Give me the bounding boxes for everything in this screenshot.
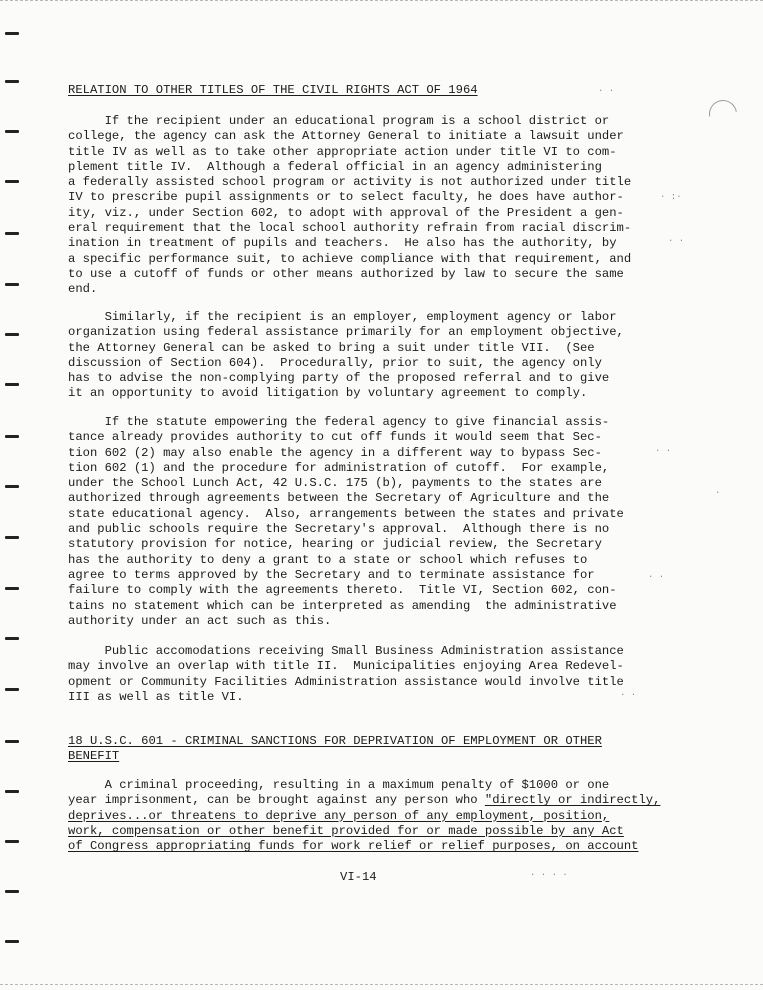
punch-mark bbox=[5, 637, 19, 640]
text-line: A criminal proceeding, resulting in a maximum penalty of $1000 or one bbox=[68, 778, 610, 792]
page-number: VI-14 bbox=[340, 870, 377, 884]
text-line: opment or Community Facilities Administration assistance would involve title bbox=[68, 674, 624, 689]
paragraph-criminal-proceeding bbox=[68, 778, 680, 854]
text-line: discussion of Section 604). Procedurally, prior to suit, the agency only bbox=[68, 355, 602, 370]
punch-mark bbox=[5, 740, 19, 743]
text-line: state educational agency. Also, arrangements between the states and private bbox=[68, 506, 624, 521]
text-line: the Attorney General can be asked to bring a suit under title VII. (See bbox=[68, 340, 595, 355]
text-line: under the School Lunch Act, 42 U.S.C. 175 (b), payments to the states are bbox=[68, 476, 602, 491]
text-line: III as well as title VI. bbox=[68, 689, 244, 704]
punch-mark bbox=[5, 587, 19, 590]
text-line: may involve an overlap with title II. Municipalities enjoying Area Redevel- bbox=[68, 659, 624, 674]
section-heading: RELATION TO OTHER TITLES OF THE CIVIL RIGHTS ACT OF 1964 bbox=[68, 83, 478, 97]
text-line: title IV as well as to take other appropriate action under title VI to com- bbox=[68, 144, 617, 159]
punch-mark bbox=[5, 283, 19, 286]
paragraph-education bbox=[68, 114, 680, 298]
text-line: college, the agency can ask the Attorney General to initiate a lawsuit under bbox=[68, 129, 624, 144]
punch-mark bbox=[5, 688, 19, 691]
text-run: year imprisonment, can be brought against any person who bbox=[68, 793, 485, 808]
scan-speck: · · bbox=[648, 572, 665, 582]
text-line: If the recipient under an educational program is a school district or bbox=[68, 114, 610, 128]
text-line: agree to terms approved by the Secretary and to terminate assistance for bbox=[68, 567, 595, 582]
quoted-statute-text: work, compensation or other benefit provided for or made possible by any Act bbox=[68, 823, 624, 838]
paragraph-employment bbox=[68, 310, 680, 402]
text-line: ity, viz., under Section 602, to adopt with approval of the President a gen- bbox=[68, 205, 624, 220]
text-line: If the statute empowering the federal agency to give financial assis- bbox=[68, 415, 610, 429]
scan-speck: · · bbox=[668, 236, 685, 246]
paragraph-statute bbox=[68, 415, 680, 629]
text-line: end. bbox=[68, 282, 98, 297]
text-line: plement title IV. Although a federal official in an agency administering bbox=[68, 159, 602, 174]
text-line: it an opportunity to avoid litigation by voluntary agreement to comply. bbox=[68, 386, 588, 401]
scan-speck: · · bbox=[598, 86, 615, 96]
text-line: tains no statement which can be interpreted as amending the administrative bbox=[68, 598, 617, 613]
section-heading-criminal: 18 U.S.C. 601 - CRIMINAL SANCTIONS FOR DEPRIVATION OF EMPLOYMENT OR OTHER bbox=[68, 734, 602, 748]
text-line: and public schools require the Secretary's approval. Although there is no bbox=[68, 522, 610, 537]
punch-mark bbox=[5, 333, 19, 336]
punch-mark bbox=[5, 790, 19, 793]
text-line: tion 602 (2) may also enable the agency in a different way to bypass Sec- bbox=[68, 445, 602, 460]
quoted-statute-text: "directly or indirectly, bbox=[484, 793, 661, 808]
text-line: failure to comply with the agreements thereto. Title VI, Section 602, con- bbox=[68, 583, 617, 598]
text-line bbox=[68, 793, 680, 808]
scan-speck: · · bbox=[655, 446, 672, 456]
text-line: statutory provision for notice, hearing or judicial review, the Secretary bbox=[68, 537, 602, 552]
scan-speck: · :· bbox=[660, 192, 682, 202]
punch-mark bbox=[5, 840, 19, 843]
text-line: a specific performance suit, to achieve compliance with that requirement, and bbox=[68, 251, 632, 266]
text-line: tance already provides authority to cut off funds it would seem that Sec- bbox=[68, 430, 602, 445]
punch-mark bbox=[5, 890, 19, 893]
quoted-statute-text: of Congress appropriating funds for work relief or relief purposes, on account bbox=[68, 839, 639, 854]
text-line: ination in treatment of pupils and teachers. He also has the authority, by bbox=[68, 236, 617, 251]
punch-mark bbox=[5, 536, 19, 539]
punch-mark bbox=[5, 940, 19, 943]
punch-mark bbox=[5, 485, 19, 488]
scan-speck: · · · · bbox=[530, 870, 568, 880]
scan-speck: · · bbox=[620, 690, 637, 700]
section-heading-criminal-cont: BENEFIT bbox=[68, 749, 120, 763]
punch-mark bbox=[5, 180, 19, 183]
text-line: has to advise the non-complying party of the proposed referral and to give bbox=[68, 371, 610, 386]
text-line: Public accomodations receiving Small Business Administration assistance bbox=[68, 644, 624, 658]
quoted-statute-text: deprives...or threatens to deprive any person of any employment, position, bbox=[68, 808, 610, 823]
text-line: authority under an act such as this. bbox=[68, 613, 332, 628]
paragraph-public-accommodations bbox=[68, 644, 680, 705]
punch-mark bbox=[5, 232, 19, 235]
text-line: to use a cutoff of funds or other means authorized by law to secure the same bbox=[68, 266, 624, 281]
punch-mark bbox=[5, 130, 19, 133]
page-mark-curl bbox=[704, 95, 743, 134]
punch-mark bbox=[5, 435, 19, 438]
text-line: authorized through agreements between the Secretary of Agriculture and the bbox=[68, 491, 610, 506]
top-edge-rule bbox=[0, 0, 763, 3]
punch-mark bbox=[5, 80, 19, 83]
punch-mark bbox=[5, 383, 19, 386]
scan-speck: · bbox=[715, 488, 721, 498]
text-line: organization using federal assistance primarily for an employment objective, bbox=[68, 325, 624, 340]
text-line: has the authority to deny a grant to a state or school which refuses to bbox=[68, 552, 588, 567]
text-line: IV to prescribe pupil assignments or to select faculty, he does have author- bbox=[68, 190, 624, 205]
punch-mark bbox=[5, 32, 19, 35]
text-line: Similarly, if the recipient is an employer, employment agency or labor bbox=[68, 310, 617, 324]
bottom-edge-rule bbox=[0, 984, 763, 987]
text-line: eral requirement that the local school authority refrain from racial discrim- bbox=[68, 221, 632, 236]
text-line: a federally assisted school program or activity is not authorized under title bbox=[68, 175, 632, 190]
text-line: tion 602 (1) and the procedure for administration of cutoff. For example, bbox=[68, 460, 610, 475]
